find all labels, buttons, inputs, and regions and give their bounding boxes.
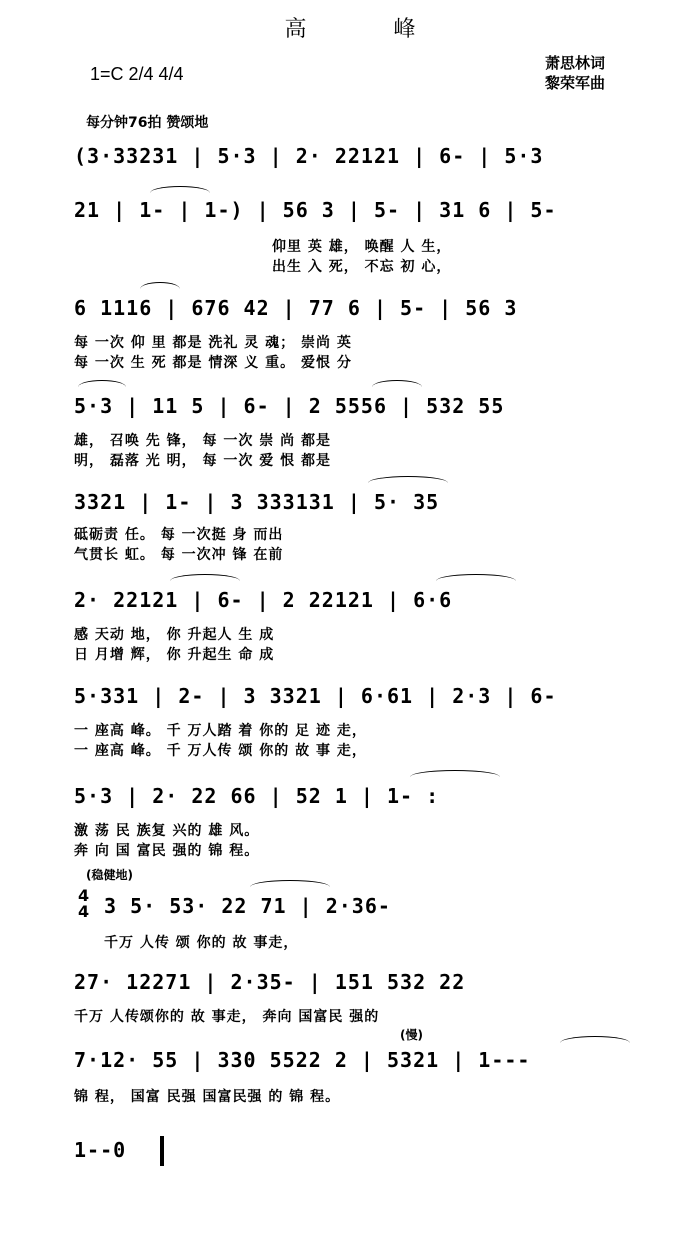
notation-line-5 [0,486,700,522]
slur [140,282,180,289]
notation-line-6 [0,584,700,620]
notes: 2· 22121 | 6- | 2 22121 | 6·6 [74,588,453,612]
notation-line-4 [0,390,700,426]
time-signature-bottom: 4 [78,902,90,921]
slur [410,770,500,777]
notation-line-9 [0,886,700,926]
notation-line-1 [0,140,700,176]
composer: 黎荣军曲 [545,74,606,92]
notation-line-12 [0,1134,700,1170]
notes: 21 | 1- | 1-) | 56 3 | 5- | 31 6 | 5- [74,198,557,222]
notes: 6 1116 | 676 42 | 77 6 | 5- | 56 3 [74,296,518,320]
notes: 3 5· 53· 22 71 | 2·36- [104,894,391,918]
tempo-marking: 每分钟76拍 赞颂地 [86,115,209,131]
notation-line-7 [0,680,700,716]
notes: 5·331 | 2- | 3 3321 | 6·61 | 2·3 | 6- [74,684,557,708]
credits [545,53,605,93]
notes: (3·33231 | 5·3 | 2· 22121 | 6- | 5·3 [74,144,544,168]
notation-line-3 [0,292,700,328]
lyricist: 萧思林词 [545,54,606,72]
notes: 7·12· 55 | 330 5522 2 | 5321 | 1--- [74,1048,531,1072]
final-barline [160,1136,164,1166]
slur [170,574,240,581]
slur [150,186,210,193]
slur [250,880,330,887]
expression-annotation: (慢) [400,1028,423,1042]
notation-line-8 [0,780,700,816]
notation-line-11 [0,1044,700,1080]
slur [560,1036,630,1043]
notes: 1--0 [74,1138,127,1162]
key-signature: 1=C 2/4 4/4 [90,64,184,84]
notation-line-10 [0,966,700,1002]
notation-line-2 [0,194,700,230]
notes: 5·3 | 2· 22 66 | 52 1 | 1- : [74,784,440,808]
slur [368,476,448,483]
slur [436,574,516,581]
song-title: 高 峰 [284,17,456,42]
notes: 5·3 | 11 5 | 6- | 2 5556 | 532 55 [74,394,505,418]
time-signature-top: 4 [78,886,90,905]
expression-annotation: (稳健地) [86,868,133,882]
slur [372,380,422,387]
notes: 27· 12271 | 2·35- | 151 532 22 [74,970,466,994]
slur [78,380,126,387]
notes: 3321 | 1- | 3 333131 | 5· 35 [74,490,440,514]
